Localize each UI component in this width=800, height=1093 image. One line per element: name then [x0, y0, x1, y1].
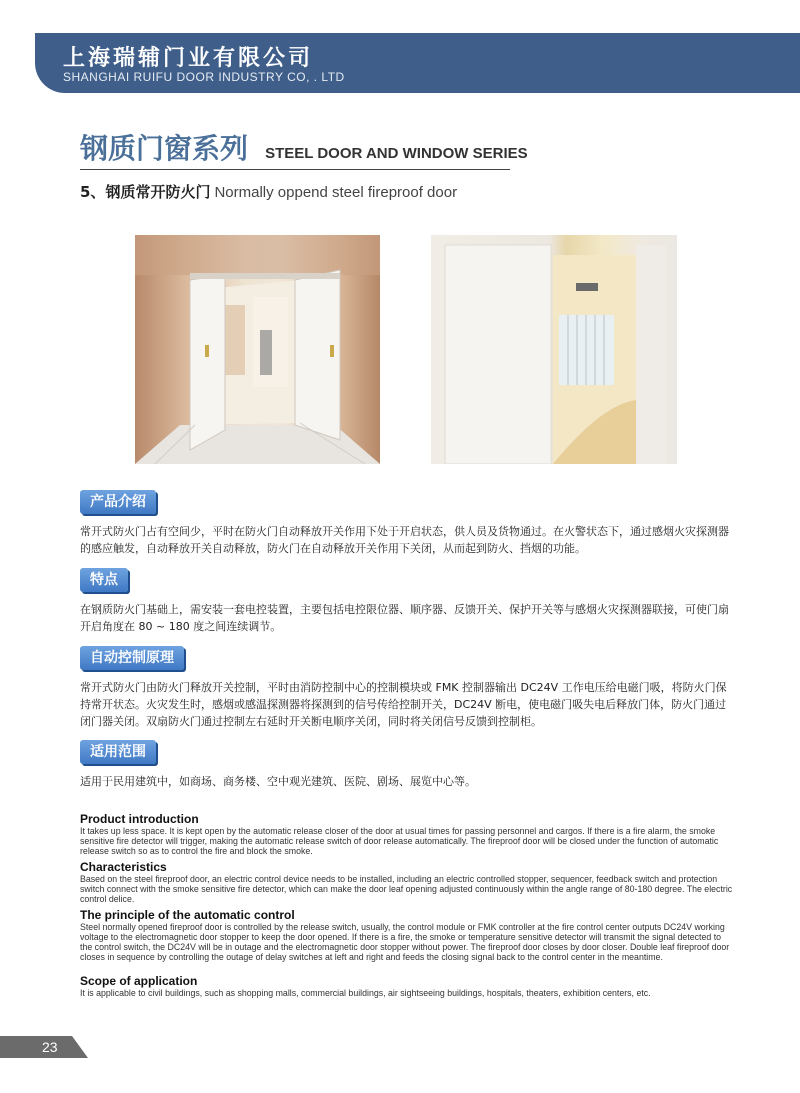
series-title	[80, 127, 528, 167]
section-tag-control-principle: 自动控制原理	[80, 646, 184, 670]
section-tag-characteristics: 特点	[80, 568, 128, 592]
english-text-scope: It is applicable to civil buildings, such as shopping malls, commercial buildings, air sightseeing buildings, hospitals, theaters, exhibition centers, etc.	[80, 988, 651, 998]
english-heading-scope: Scope of application	[80, 974, 198, 988]
company-name-cn: 上海瑞辅门业有限公司	[63, 46, 314, 71]
product-title	[80, 181, 457, 202]
english-section-product-intro	[80, 813, 735, 857]
english-section-scope	[80, 975, 735, 999]
english-heading-characteristics: Characteristics	[80, 860, 167, 874]
company-name-en: SHANGHAI RUIFU DOOR INDUSTRY CO, . LTD	[63, 70, 345, 84]
english-text-characteristics: Based on the steel fireproof door, an electric control device needs to be installed, including an electric controlled stopper, sequencer, feedback switch and protection switch connect with the smoke sensitive fire detector, which can make the door leaf opening adjusted continuously within the angle range of 80-180 degree. The electric control delice.	[80, 874, 733, 904]
series-title-cn: 钢质门窗系列	[80, 132, 249, 165]
product-name-cn: 钢质常开防火门	[105, 183, 211, 201]
english-text-control-principle: Steel normally opened fireproof door is controlled by the release switch, usually, the control module or FMK controller at the fire control center outputs DC24V working voltage to the electromagnetic door stopper to keep the door opened. If there is a fire, the smoke or temperature sensitive detector will transmit the signal detected to the control switch, the DC24V will be in outage and the electromagnetic door stopper without power. The fireproof door closes by door closer. Double leaf fireproof door closes in sequence by controlling the outage of delay switches at left and right and feeds the closing signal back to the control center in the meantime.	[80, 922, 730, 962]
product-name-en: Normally oppend steel fireproof door	[214, 184, 458, 201]
section-tag-product-intro: 产品介绍	[80, 490, 156, 514]
product-number: 5、	[80, 183, 106, 201]
section-text-control-principle: 常开式防火门由防火门释放开关控制，平时由消防控制中心的控制模块或 FMK 控制器输出 DC24V 工作电压给电磁门吸，将防火门保持常开状态。火灾发生时，感烟或感温探测器将探测到的信号传给控制开关，DC24V 断电，使电磁门吸失电后释放门体，防火门通过闭门器关闭。双扇防火门通过控制左右延时开关断电顺序关闭，同时将关闭信号反馈到控制柜。	[80, 681, 727, 728]
section-text-characteristics: 在钢质防火门基础上，需安装一套电控装置，主要包括电控限位器、顺序器、反馈开关、保护开关等与感烟火灾探测器联接，可使门扇开启角度在 80 ~ 180 度之间连续调节。	[80, 603, 729, 633]
english-heading-product-intro: Product introduction	[80, 812, 199, 826]
english-heading-control-principle: The principle of the automatic control	[80, 908, 295, 922]
product-photo-double-door	[135, 235, 380, 464]
english-section-characteristics	[80, 861, 735, 905]
page-header	[35, 33, 800, 93]
section-text-scope: 适用于民用建筑中，如商场、商务楼、空中观光建筑、医院、剧场、展览中心等。	[80, 775, 476, 788]
product-photo-open-door	[431, 235, 677, 464]
english-text-product-intro: It takes up less space. It is kept open by the automatic release closer of the door at usual times for passing personnel and cargos. If there is a fire alarm, the smoke sensitive fire detector will trigger, making the automatic release switch of door release automatically. The fireproof door will be closed under the function of automatic release switch so as to control the fire and block the smoke.	[80, 826, 719, 856]
series-title-en: STEEL DOOR AND WINDOW SERIES	[265, 145, 528, 162]
series-divider	[80, 169, 510, 170]
section-tag-scope: 适用范围	[80, 740, 156, 764]
page-number: 23	[42, 1039, 58, 1055]
english-section-control-principle	[80, 909, 735, 963]
section-text-product-intro: 常开式防火门占有空间少，平时在防火门自动释放开关作用下处于开启状态，供人员及货物通过。在火警状态下，通过感烟火灾探测器的感应触发，自动释放开关自动释放，防火门在自动释放开关作用下关闭，从而起到防火、挡烟的功能。	[80, 525, 729, 555]
